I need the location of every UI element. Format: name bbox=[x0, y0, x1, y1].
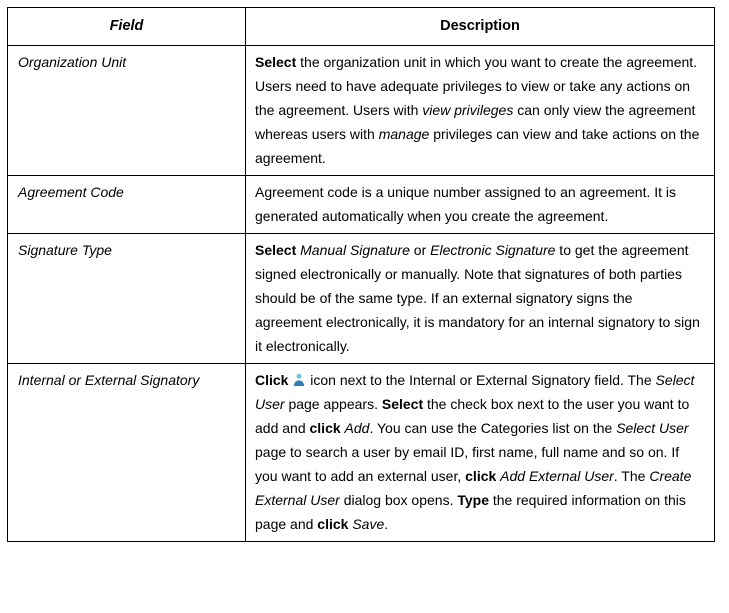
text-run: Select bbox=[255, 242, 297, 258]
text-run: . bbox=[384, 516, 389, 532]
text-run: icon next to the Internal or External Signatory field. The bbox=[310, 372, 656, 388]
text-run: the required information on this page and bbox=[255, 492, 686, 532]
table-row bbox=[8, 234, 715, 364]
text-run: Add External User bbox=[500, 468, 614, 484]
add-user-icon bbox=[293, 373, 305, 387]
description-cell bbox=[246, 234, 715, 364]
text-run: or bbox=[409, 242, 431, 258]
text-run: Agreement code is a unique number assigned to an agreement. It is generated automatically when you create the agreement. bbox=[255, 184, 677, 224]
description-cell bbox=[246, 46, 715, 176]
table-row bbox=[8, 364, 715, 542]
field-cell: Organization Unit bbox=[8, 46, 246, 176]
text-run: . You can use the Categories list on the bbox=[369, 420, 617, 436]
text-run: click bbox=[465, 468, 497, 484]
text-run: Select bbox=[381, 396, 424, 412]
text-run: can only view the agreement whereas users with bbox=[255, 102, 696, 142]
text-run: page appears. bbox=[284, 396, 382, 412]
text-run: Select bbox=[255, 54, 297, 70]
text-run: manage bbox=[378, 126, 430, 142]
text-run: dialog box opens. bbox=[339, 492, 458, 508]
field-description-table bbox=[7, 7, 715, 542]
text-run: Manual Signature bbox=[300, 242, 410, 258]
page bbox=[0, 7, 729, 613]
field-cell: Agreement Code bbox=[8, 176, 246, 234]
text-run bbox=[288, 372, 292, 388]
field-cell: Internal or External Signatory bbox=[8, 364, 246, 542]
text-run: click bbox=[309, 420, 341, 436]
text-run: Select User bbox=[616, 420, 689, 436]
table-body bbox=[8, 46, 715, 542]
text-run: Save bbox=[352, 516, 385, 532]
text-run: privileges can view and take actions on the agreement. bbox=[255, 126, 700, 166]
text-run: Create External User bbox=[255, 468, 692, 508]
text-run: click bbox=[317, 516, 349, 532]
column-header-field: Field bbox=[8, 8, 246, 46]
text-run: Type bbox=[457, 492, 489, 508]
text-run: Add bbox=[344, 420, 370, 436]
text-run: . The bbox=[613, 468, 650, 484]
text-run: Select User bbox=[255, 372, 695, 412]
text-run: page to search a user by email ID, first name, full name and so on. If you want to add an external user, bbox=[255, 444, 680, 484]
header-row bbox=[8, 8, 715, 46]
field-cell: Signature Type bbox=[8, 234, 246, 364]
description-cell bbox=[246, 364, 715, 542]
text-run: Click bbox=[255, 372, 289, 388]
text-run: the organization unit in which you want to create the agreement. Users need to have adequate privileges to view or take any actions on the agreement. Users with bbox=[255, 54, 698, 118]
text-run: view privileges bbox=[422, 102, 514, 118]
column-header-description: Description bbox=[246, 8, 715, 46]
table-row bbox=[8, 176, 715, 234]
text-run: Electronic Signature bbox=[430, 242, 556, 258]
table-row bbox=[8, 46, 715, 176]
table-header bbox=[8, 8, 715, 46]
text-run: to get the agreement signed electronically or manually. Note that signatures of both parties should be of the same type. If an external signatory signs the agreement electronically, it is mandatory for an internal signatory to sign it electronically. bbox=[255, 242, 700, 354]
description-cell bbox=[246, 176, 715, 234]
text-run: the check box next to the user you want to add and bbox=[255, 396, 690, 436]
